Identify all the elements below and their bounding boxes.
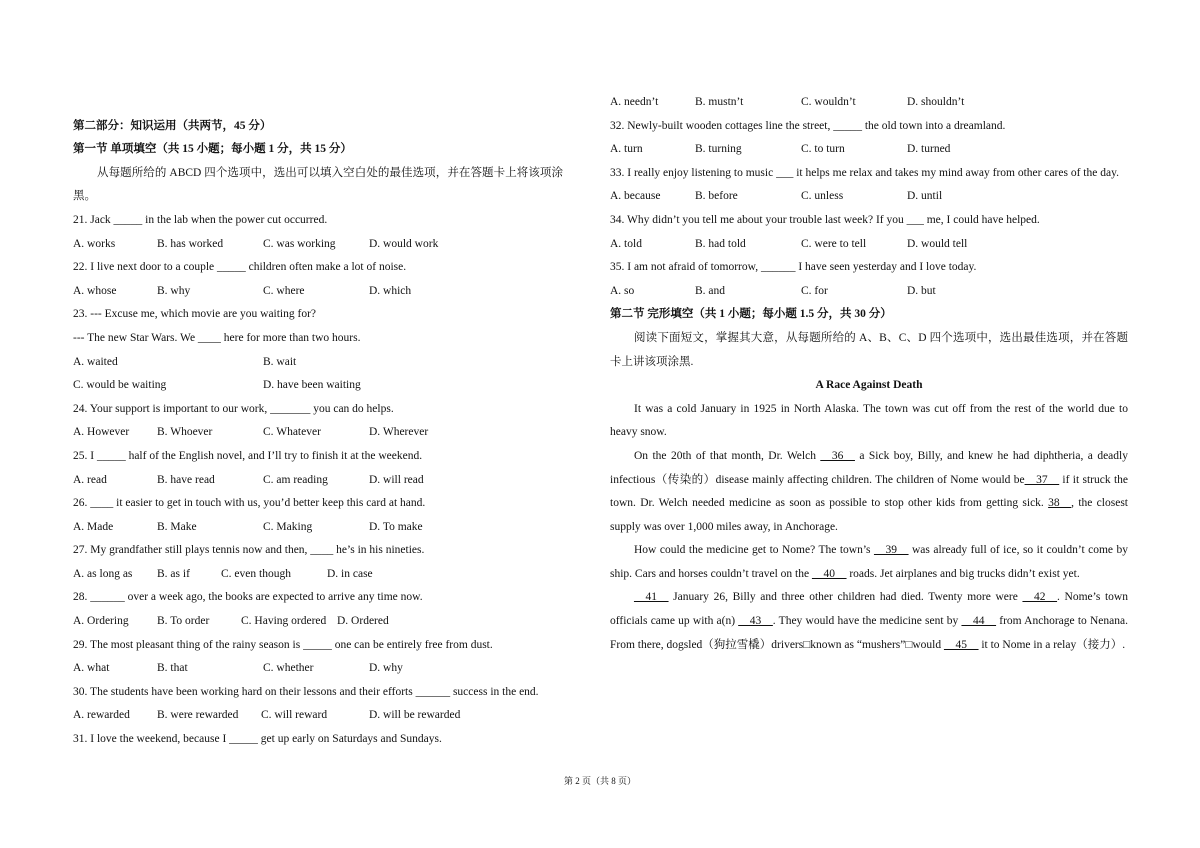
- blank-38: 38__: [1048, 497, 1072, 510]
- option-a: A. so: [610, 284, 635, 297]
- option-c: C. Whatever: [263, 426, 321, 439]
- option-d: D. turned: [907, 143, 951, 156]
- question-22: 22. I live next door to a couple _____ children often make a lot of noise.: [73, 261, 407, 274]
- paragraph-1: It was a cold January in 1925 in North Alaska. The town was cut off from the rest of the world due to heavy snow.: [610, 402, 1128, 439]
- options-32: [610, 138, 1128, 162]
- option-b: B. Whoever: [157, 426, 213, 439]
- question-32: 32. Newly-built wooden cottages line the street, _____ the old town into a dreamland.: [610, 119, 1006, 132]
- paragraph-2: [610, 445, 1128, 539]
- text: , the closest supply was over 1,000 miles away, in Anchorage.: [610, 497, 1128, 533]
- options-28: [73, 610, 563, 634]
- text: from Anchorage to Nenana. From there, dogsled（狗拉雪橇）drivers: [610, 615, 1128, 651]
- option-c: C. where: [263, 284, 305, 297]
- question-26: 26. ____ it easier to get in touch with us, you’d better keep this card at hand.: [73, 497, 426, 510]
- option-c: C. even though: [221, 567, 291, 580]
- question-31: 31. I love the weekend, because I _____ get up early on Saturdays and Sundays.: [73, 733, 442, 746]
- option-c: C. will reward: [261, 709, 328, 722]
- question-23-line-2: --- The new Star Wars. We ____ here for more than two hours.: [73, 331, 361, 344]
- text: On the 20th of that month, Dr. Welch: [634, 449, 821, 462]
- option-d: D. which: [369, 284, 412, 297]
- options-22: [73, 280, 563, 304]
- option-b: B. that: [157, 662, 188, 675]
- option-b: B. To order: [157, 615, 210, 628]
- question-27: 27. My grandfather still plays tennis now and then, ____ he’s in his nineties.: [73, 544, 425, 557]
- options-31: [610, 91, 1128, 115]
- blank-39: __39__: [874, 544, 909, 557]
- option-a: A. works: [73, 237, 116, 250]
- option-a: A. Ordering: [73, 615, 129, 628]
- option-d: D. would tell: [907, 237, 968, 250]
- right-column: [610, 91, 1128, 657]
- blank-43: __43__: [738, 615, 773, 628]
- option-b: B. has worked: [157, 237, 224, 250]
- missing-glyph-icon: □: [905, 638, 913, 651]
- options-26: [73, 516, 563, 540]
- options-25: [73, 469, 563, 493]
- blank-36: __36__: [820, 449, 855, 462]
- text: How could the medicine get to Nome? The town’s: [634, 544, 874, 557]
- option-a: A. read: [73, 473, 107, 486]
- option-a: A. Made: [73, 520, 114, 533]
- paragraph-4: [610, 586, 1128, 657]
- option-a: A. waited: [73, 355, 118, 368]
- text: was already full of ice, so it couldn’t come by ship. Cars and horses couldn’t travel on the: [610, 544, 1129, 580]
- option-d: D. have been waiting: [263, 379, 361, 392]
- blank-44: __44__: [961, 615, 997, 628]
- option-c: C. were to tell: [801, 237, 867, 250]
- text: roads. Jet airplanes and big trucks didn’t exist yet.: [846, 567, 1080, 580]
- text: it to Nome in a relay（接力）.: [978, 638, 1126, 651]
- blank-40: __40__: [811, 567, 847, 580]
- options-34: [610, 233, 1128, 257]
- question-24: 24. Your support is important to our work, _______ you can do helps.: [73, 402, 394, 415]
- options-24: [73, 421, 563, 445]
- page-footer: 第 2 页（共 8 页）: [563, 776, 636, 786]
- text: a Sick boy, Billy, and knew he had diphtheria, a deadly infectious（传染的）disease mainly affecting children. The children of Nome would be: [610, 449, 1128, 486]
- option-b: B. turning: [695, 143, 742, 156]
- text: if it struck the town. Dr. Welch needed medicine as soon as possible to stop other kids from getting sick.: [610, 473, 1128, 510]
- left-column: [73, 91, 563, 752]
- question-35: 35. I am not afraid of tomorrow, ______ I have seen yesterday and I love today.: [610, 261, 977, 274]
- question-34: 34. Why didn’t you tell me about your trouble last week? If you ___ me, I could have helped.: [610, 213, 1040, 226]
- option-d: D. Wherever: [369, 426, 429, 439]
- text: January 26, Billy and three other children had died. Twenty more were: [668, 591, 1023, 604]
- text: . Nome’s town officials came up with a(n): [610, 591, 1128, 628]
- option-a: A. what: [73, 662, 110, 675]
- option-a: A. However: [73, 426, 130, 439]
- option-b: B. wait: [263, 355, 297, 368]
- option-a: A. whose: [73, 284, 117, 297]
- passage-title: A Race Against Death: [815, 379, 923, 392]
- option-d: D. shouldn’t: [907, 96, 965, 108]
- option-b: B. before: [695, 190, 738, 203]
- option-a: A. turn: [610, 143, 643, 156]
- blank-37: __37__: [1024, 473, 1060, 486]
- option-a: A. needn’t: [610, 96, 659, 108]
- question-21: 21. Jack _____ in the lab when the power cut occurred.: [73, 213, 328, 226]
- options-35: [610, 280, 1128, 304]
- option-b: B. and: [695, 284, 726, 297]
- options-30: [73, 704, 563, 728]
- option-c: C. would be waiting: [73, 379, 167, 392]
- option-d: D. until: [907, 190, 943, 203]
- instructions: 从每题所给的 ABCD 四个选项中，选出可以填入空白处的最佳选项，并在答题卡上将该项涂黑。: [73, 166, 563, 203]
- option-c: C. whether: [263, 662, 314, 675]
- option-a: A. told: [610, 237, 642, 250]
- option-c: C. for: [801, 284, 828, 297]
- option-a: A. rewarded: [73, 709, 130, 722]
- option-c: C. unless: [801, 190, 844, 203]
- section-title: 第二部分：知识运用（共两节，45 分）: [73, 119, 272, 132]
- option-b: B. had told: [695, 237, 746, 250]
- blank-45: __45__: [943, 638, 979, 651]
- option-d: D. would work: [369, 237, 439, 250]
- option-b: B. have read: [157, 473, 215, 486]
- question-29: 29. The most pleasant thing of the rainy season is _____ one can be entirely free from dust.: [73, 638, 493, 651]
- question-30: 30. The students have been working hard on their lessons and their efforts ______ success in the end.: [73, 685, 539, 698]
- question-33: 33. I really enjoy listening to music ___ it helps me relax and takes my mind away from other cares of the day.: [610, 166, 1119, 179]
- options-21: [73, 233, 563, 257]
- text: known as “mushers”: [810, 638, 906, 651]
- option-a: A. because: [610, 190, 661, 203]
- option-d: D. why: [369, 662, 403, 675]
- option-c: C. am reading: [263, 473, 328, 486]
- subsection-title-2: 第二节 完形填空（共 1 小题；每小题 1.5 分，共 30 分）: [610, 308, 892, 321]
- blank-42: __42__: [1022, 591, 1058, 604]
- option-b: B. mustn’t: [695, 96, 744, 108]
- option-d: D. will read: [369, 473, 424, 486]
- blank-41: __41__: [634, 591, 669, 604]
- options-27: [73, 563, 563, 587]
- options-33: [610, 185, 1128, 209]
- option-d: D. Ordered: [337, 615, 389, 628]
- option-c: C. Making: [263, 520, 313, 533]
- option-d: D. To make: [369, 520, 423, 533]
- question-23-line-1: 23. --- Excuse me, which movie are you waiting for?: [73, 308, 317, 321]
- option-b: B. Make: [157, 520, 197, 533]
- missing-glyph-icon: □: [803, 638, 811, 651]
- options-29: [73, 657, 563, 681]
- option-b: B. why: [157, 284, 191, 297]
- option-d: D. in case: [327, 567, 373, 580]
- text: would: [912, 638, 944, 651]
- text: . They would have the medicine sent by: [772, 615, 962, 628]
- paragraph-3: [610, 539, 1128, 586]
- options-23-row-2: [73, 374, 563, 398]
- question-25: 25. I _____ half of the English novel, and I’ll try to finish it at the weekend.: [73, 449, 423, 462]
- option-b: B. as if: [157, 567, 190, 580]
- option-c: C. was working: [263, 237, 336, 250]
- option-a: A. as long as: [73, 567, 133, 580]
- option-c: C. Having ordered: [241, 615, 327, 628]
- option-c: C. wouldn’t: [801, 96, 856, 108]
- instructions-2: 阅读下面短文，掌握其大意，从每题所给的 A、B、C、D 四个选项中，选出最佳选项，并在答题卡上讲该项涂黑.: [610, 331, 1128, 368]
- question-28: 28. ______ over a week ago, the books are expected to arrive any time now.: [73, 591, 423, 604]
- subsection-title: 第一节 单项填空（共 15 小题；每小题 1 分，共 15 分）: [73, 143, 352, 156]
- option-b: B. were rewarded: [157, 709, 239, 722]
- option-c: C. to turn: [801, 143, 845, 156]
- options-23-row-1: [73, 351, 563, 375]
- option-d: D. but: [907, 284, 936, 297]
- option-d: D. will be rewarded: [369, 709, 461, 722]
